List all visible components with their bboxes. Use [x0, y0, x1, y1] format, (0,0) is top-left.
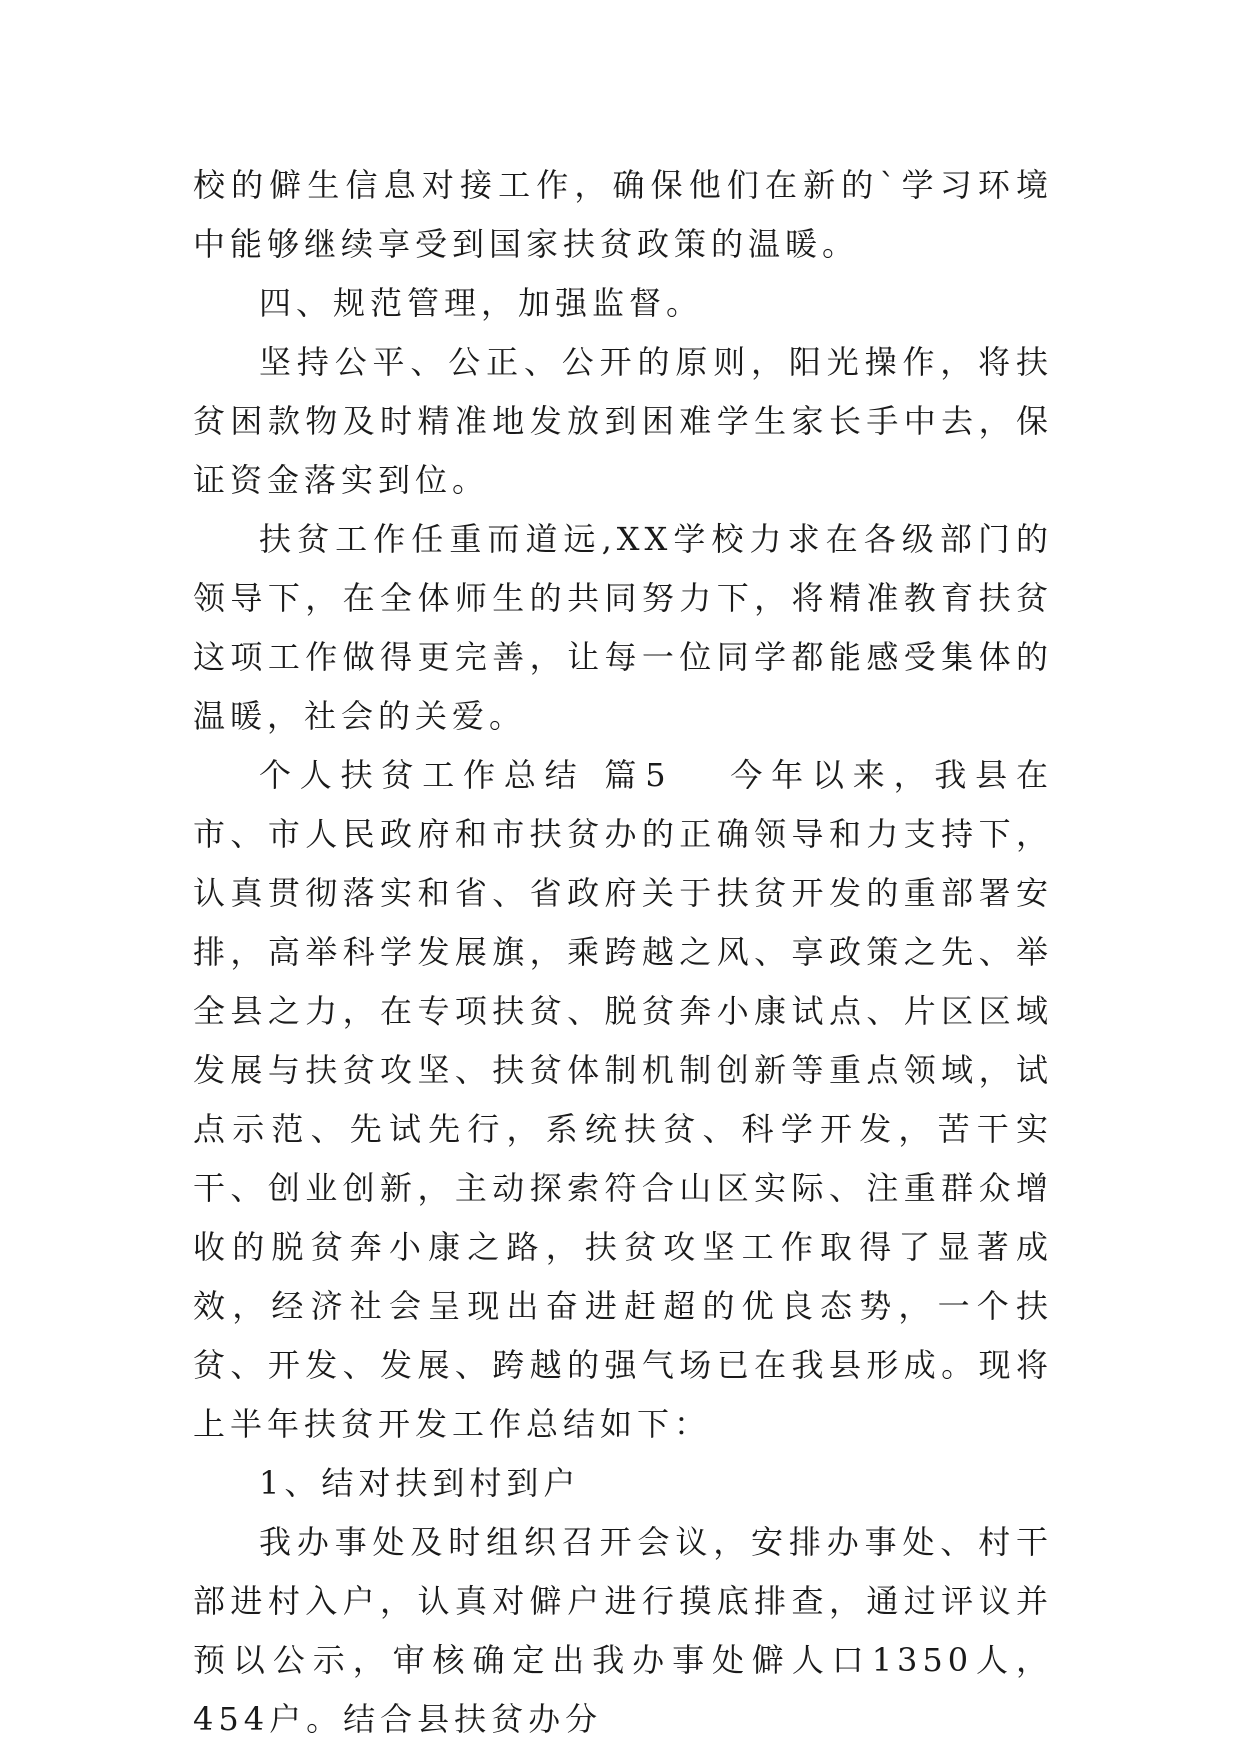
summary-heading: 个人扶贫工作总结 篇5	[259, 756, 671, 794]
paragraph-school-effort: 扶贫工作任重而道远,XX学校力求在各级部门的领导下，在全体师生的共同努力下，将精准教育扶贫这项工作做得更完善，让每一位同学都能感受集体的温暖，社会的关爱。	[193, 520, 1053, 735]
section-heading-four: 四、规范管理，加强监督。	[259, 284, 704, 322]
section-heading-1: 1、结对扶到村到户	[259, 1464, 581, 1502]
summary-text: 今年以来，我县在市、市人民政府和市扶贫办的正确领导和力支持下，认真贯彻落实和省、省政府关于扶贫开发的重部署安排，高举科学发展旗，乘跨越之风、享政策之先、举全县之力，在专项扶贫、脱贫奔小康试点、片区区域发展与扶贫攻坚、扶贫体制机制创新等重点领域，试点示范、先试先行，系统扶贫、科学开发，苦干实干、创业创新，主动探索符合山区实际、注重群众增收的脱贫奔小康之路，扶贫攻坚工作取得了显著成效，经济社会呈现出奋进赶超的优良态势，一个扶贫、开发、发展、跨越的强气场已在我县形成。现将上半年扶贫开发工作总结如下：	[193, 756, 1053, 1443]
paragraph-summary-5	[193, 746, 1053, 1454]
paragraph-office-meeting: 我办事处及时组织召开会议，安排办事处、村干部进村入户，认真对僻户进行摸底排查，通过评议并预以公示，审核确定出我办事处僻人口1350人，454户。结合县扶贫办分	[193, 1523, 1053, 1738]
document-body	[193, 156, 1053, 1749]
paragraph-continuation: 校的僻生信息对接工作，确保他们在新的`学习环境中能够继续享受到国家扶贫政策的温暖。	[193, 166, 1053, 263]
paragraph-fairness: 坚持公平、公正、公开的原则，阳光操作，将扶贫困款物及时精准地发放到困难学生家长手中去，保证资金落实到位。	[193, 343, 1053, 499]
